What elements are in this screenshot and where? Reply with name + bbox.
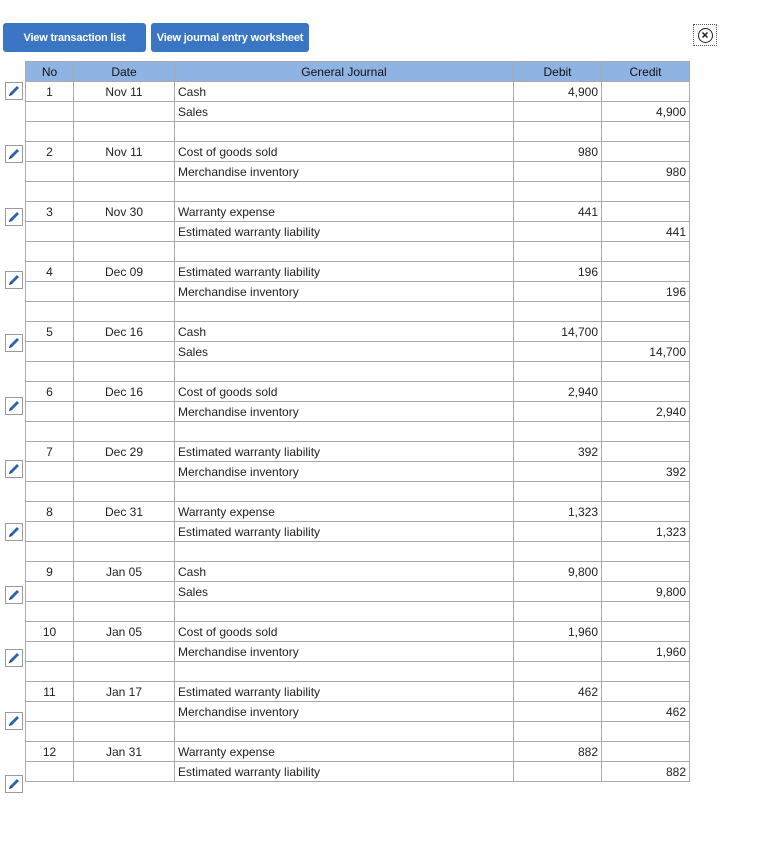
credit-amount-empty [602, 82, 690, 102]
table-row [26, 282, 690, 302]
entry-date-empty [74, 342, 175, 362]
close-button[interactable] [693, 24, 717, 46]
credit-account: Merchandise inventory [175, 402, 514, 422]
debit-amount: 196 [514, 262, 602, 282]
spacer-row [26, 302, 690, 322]
table-row [26, 742, 690, 762]
debit-account: Cost of goods sold [175, 382, 514, 402]
empty-cell [514, 482, 602, 502]
credit-amount-empty [602, 382, 690, 402]
credit-amount-empty [602, 502, 690, 522]
header-debit: Debit [514, 62, 602, 82]
empty-cell [602, 422, 690, 442]
empty-cell [602, 122, 690, 142]
credit-account: Merchandise inventory [175, 282, 514, 302]
empty-cell [514, 602, 602, 622]
pencil-edit-icon[interactable] [5, 334, 23, 352]
entry-number-empty [26, 222, 74, 242]
entry-number: 11 [26, 682, 74, 702]
empty-cell [26, 482, 74, 502]
entry-number-empty [26, 642, 74, 662]
debit-amount-empty [514, 582, 602, 602]
credit-amount-empty [602, 442, 690, 462]
table-row [26, 562, 690, 582]
debit-amount-empty [514, 222, 602, 242]
entry-date-empty [74, 162, 175, 182]
empty-cell [74, 302, 175, 322]
entry-number: 3 [26, 202, 74, 222]
empty-cell [602, 602, 690, 622]
table-row [26, 642, 690, 662]
empty-cell [26, 302, 74, 322]
table-row [26, 222, 690, 242]
entry-date: Jan 05 [74, 562, 175, 582]
empty-cell [514, 122, 602, 142]
empty-cell [514, 722, 602, 742]
entry-number-empty [26, 162, 74, 182]
pencil-edit-icon[interactable] [5, 460, 23, 478]
entry-number-empty [26, 282, 74, 302]
empty-cell [175, 722, 514, 742]
empty-cell [26, 182, 74, 202]
table-row [26, 682, 690, 702]
debit-account: Estimated warranty liability [175, 682, 514, 702]
close-circle-icon [698, 28, 713, 43]
debit-account: Cost of goods sold [175, 142, 514, 162]
debit-account: Cash [175, 562, 514, 582]
credit-amount-empty [602, 142, 690, 162]
credit-account: Estimated warranty liability [175, 222, 514, 242]
empty-cell [602, 182, 690, 202]
credit-amount-empty [602, 262, 690, 282]
empty-cell [74, 242, 175, 262]
header-date: Date [74, 62, 175, 82]
entry-number: 5 [26, 322, 74, 342]
entry-date-empty [74, 462, 175, 482]
empty-cell [26, 242, 74, 262]
credit-amount: 2,940 [602, 402, 690, 422]
empty-cell [514, 662, 602, 682]
debit-amount: 462 [514, 682, 602, 702]
debit-account: Warranty expense [175, 202, 514, 222]
entry-date: Dec 29 [74, 442, 175, 462]
entry-number: 12 [26, 742, 74, 762]
table-row [26, 702, 690, 722]
entry-date-empty [74, 282, 175, 302]
debit-amount: 9,800 [514, 562, 602, 582]
empty-cell [26, 722, 74, 742]
empty-cell [514, 242, 602, 262]
entry-number-empty [26, 522, 74, 542]
credit-amount: 14,700 [602, 342, 690, 362]
spacer-row [26, 362, 690, 382]
entry-date: Dec 16 [74, 382, 175, 402]
debit-account: Cash [175, 82, 514, 102]
journal-body [26, 82, 690, 782]
credit-account: Estimated warranty liability [175, 522, 514, 542]
entry-date: Jan 31 [74, 742, 175, 762]
credit-account: Merchandise inventory [175, 162, 514, 182]
entry-date-empty [74, 402, 175, 422]
spacer-row [26, 482, 690, 502]
entry-date-empty [74, 522, 175, 542]
entry-number: 6 [26, 382, 74, 402]
empty-cell [175, 482, 514, 502]
debit-amount: 392 [514, 442, 602, 462]
entry-number: 2 [26, 142, 74, 162]
empty-cell [74, 422, 175, 442]
debit-amount-empty [514, 282, 602, 302]
general-journal-table [25, 61, 690, 782]
empty-cell [175, 242, 514, 262]
empty-cell [175, 422, 514, 442]
entry-number-empty [26, 582, 74, 602]
table-row [26, 262, 690, 282]
empty-cell [175, 602, 514, 622]
table-row [26, 162, 690, 182]
spacer-row [26, 422, 690, 442]
empty-cell [602, 242, 690, 262]
empty-cell [175, 302, 514, 322]
pencil-edit-icon[interactable] [5, 208, 23, 226]
empty-cell [175, 362, 514, 382]
debit-amount-empty [514, 162, 602, 182]
table-row [26, 462, 690, 482]
debit-account: Cash [175, 322, 514, 342]
table-row [26, 762, 690, 782]
empty-cell [26, 362, 74, 382]
table-row [26, 502, 690, 522]
empty-cell [175, 662, 514, 682]
spacer-row [26, 242, 690, 262]
empty-cell [74, 662, 175, 682]
debit-amount: 882 [514, 742, 602, 762]
empty-cell [602, 482, 690, 502]
credit-account: Sales [175, 582, 514, 602]
credit-amount: 1,323 [602, 522, 690, 542]
credit-account: Merchandise inventory [175, 642, 514, 662]
entry-date: Nov 30 [74, 202, 175, 222]
entry-number-empty [26, 342, 74, 362]
credit-account: Estimated warranty liability [175, 762, 514, 782]
pencil-edit-icon[interactable] [5, 271, 23, 289]
debit-account: Cost of goods sold [175, 622, 514, 642]
credit-amount-empty [602, 742, 690, 762]
empty-cell [602, 302, 690, 322]
empty-cell [26, 662, 74, 682]
debit-account: Warranty expense [175, 502, 514, 522]
entry-date: Jan 05 [74, 622, 175, 642]
debit-amount-empty [514, 462, 602, 482]
entry-date-empty [74, 762, 175, 782]
empty-cell [602, 662, 690, 682]
credit-amount: 980 [602, 162, 690, 182]
debit-amount: 1,323 [514, 502, 602, 522]
credit-amount: 196 [602, 282, 690, 302]
credit-amount: 9,800 [602, 582, 690, 602]
entry-number: 7 [26, 442, 74, 462]
entry-number-empty [26, 762, 74, 782]
debit-account: Estimated warranty liability [175, 262, 514, 282]
table-row [26, 322, 690, 342]
credit-account: Sales [175, 342, 514, 362]
entry-date: Dec 09 [74, 262, 175, 282]
entry-number: 4 [26, 262, 74, 282]
debit-amount: 1,960 [514, 622, 602, 642]
header-no: No [26, 62, 74, 82]
credit-amount: 441 [602, 222, 690, 242]
table-header-row [26, 62, 690, 82]
table-row [26, 402, 690, 422]
empty-cell [26, 542, 74, 562]
credit-amount-empty [602, 682, 690, 702]
spacer-row [26, 722, 690, 742]
credit-amount-empty [602, 562, 690, 582]
entry-number-empty [26, 702, 74, 722]
entry-number: 1 [26, 82, 74, 102]
entry-date-empty [74, 102, 175, 122]
spacer-row [26, 602, 690, 622]
table-row [26, 102, 690, 122]
empty-cell [74, 362, 175, 382]
pencil-edit-icon[interactable] [5, 775, 23, 793]
entry-date: Nov 11 [74, 142, 175, 162]
pencil-edit-icon[interactable] [5, 712, 23, 730]
header-general-journal: General Journal [175, 62, 514, 82]
spacer-row [26, 542, 690, 562]
pencil-edit-icon[interactable] [5, 397, 23, 415]
empty-cell [175, 122, 514, 142]
credit-amount: 882 [602, 762, 690, 782]
credit-account: Sales [175, 102, 514, 122]
debit-amount-empty [514, 702, 602, 722]
table-row [26, 142, 690, 162]
empty-cell [514, 362, 602, 382]
entry-date: Dec 16 [74, 322, 175, 342]
empty-cell [74, 722, 175, 742]
empty-cell [74, 482, 175, 502]
entry-date: Nov 11 [74, 82, 175, 102]
debit-amount-empty [514, 522, 602, 542]
pencil-edit-icon[interactable] [5, 523, 23, 541]
debit-account: Warranty expense [175, 742, 514, 762]
empty-cell [74, 182, 175, 202]
empty-cell [26, 122, 74, 142]
debit-amount-empty [514, 342, 602, 362]
entry-number-empty [26, 462, 74, 482]
entry-date: Jan 17 [74, 682, 175, 702]
empty-cell [74, 602, 175, 622]
entry-number-empty [26, 102, 74, 122]
pencil-edit-icon[interactable] [5, 586, 23, 604]
entry-date-empty [74, 642, 175, 662]
entry-number-empty [26, 402, 74, 422]
debit-amount: 14,700 [514, 322, 602, 342]
table-row [26, 202, 690, 222]
empty-cell [602, 722, 690, 742]
empty-cell [175, 182, 514, 202]
credit-amount-empty [602, 202, 690, 222]
debit-amount-empty [514, 762, 602, 782]
entry-number: 10 [26, 622, 74, 642]
pencil-edit-icon[interactable] [5, 649, 23, 667]
empty-cell [514, 542, 602, 562]
table-row [26, 622, 690, 642]
table-row [26, 82, 690, 102]
credit-amount: 392 [602, 462, 690, 482]
debit-amount-empty [514, 102, 602, 122]
credit-amount: 462 [602, 702, 690, 722]
empty-cell [602, 362, 690, 382]
empty-cell [26, 422, 74, 442]
debit-amount-empty [514, 402, 602, 422]
entry-date-empty [74, 702, 175, 722]
empty-cell [74, 122, 175, 142]
empty-cell [26, 602, 74, 622]
table-row [26, 522, 690, 542]
entry-number: 9 [26, 562, 74, 582]
spacer-row [26, 182, 690, 202]
pencil-edit-icon[interactable] [5, 145, 23, 163]
debit-amount: 980 [514, 142, 602, 162]
empty-cell [74, 542, 175, 562]
entry-date-empty [74, 222, 175, 242]
spacer-row [26, 122, 690, 142]
credit-amount-empty [602, 322, 690, 342]
debit-amount: 441 [514, 202, 602, 222]
pencil-edit-icon[interactable] [5, 82, 23, 100]
header-credit: Credit [602, 62, 690, 82]
view-transaction-list-button[interactable]: View transaction list [3, 23, 146, 52]
table-row [26, 582, 690, 602]
credit-amount: 1,960 [602, 642, 690, 662]
debit-amount-empty [514, 642, 602, 662]
credit-amount-empty [602, 622, 690, 642]
credit-account: Merchandise inventory [175, 702, 514, 722]
view-journal-worksheet-button[interactable]: View journal entry worksheet [151, 23, 309, 52]
debit-amount: 2,940 [514, 382, 602, 402]
debit-account: Estimated warranty liability [175, 442, 514, 462]
entry-date-empty [74, 582, 175, 602]
empty-cell [175, 542, 514, 562]
spacer-row [26, 662, 690, 682]
empty-cell [602, 542, 690, 562]
table-row [26, 382, 690, 402]
credit-account: Merchandise inventory [175, 462, 514, 482]
empty-cell [514, 422, 602, 442]
table-row [26, 442, 690, 462]
debit-amount: 4,900 [514, 82, 602, 102]
entry-number: 8 [26, 502, 74, 522]
empty-cell [514, 182, 602, 202]
empty-cell [514, 302, 602, 322]
entry-date: Dec 31 [74, 502, 175, 522]
credit-amount: 4,900 [602, 102, 690, 122]
table-row [26, 342, 690, 362]
